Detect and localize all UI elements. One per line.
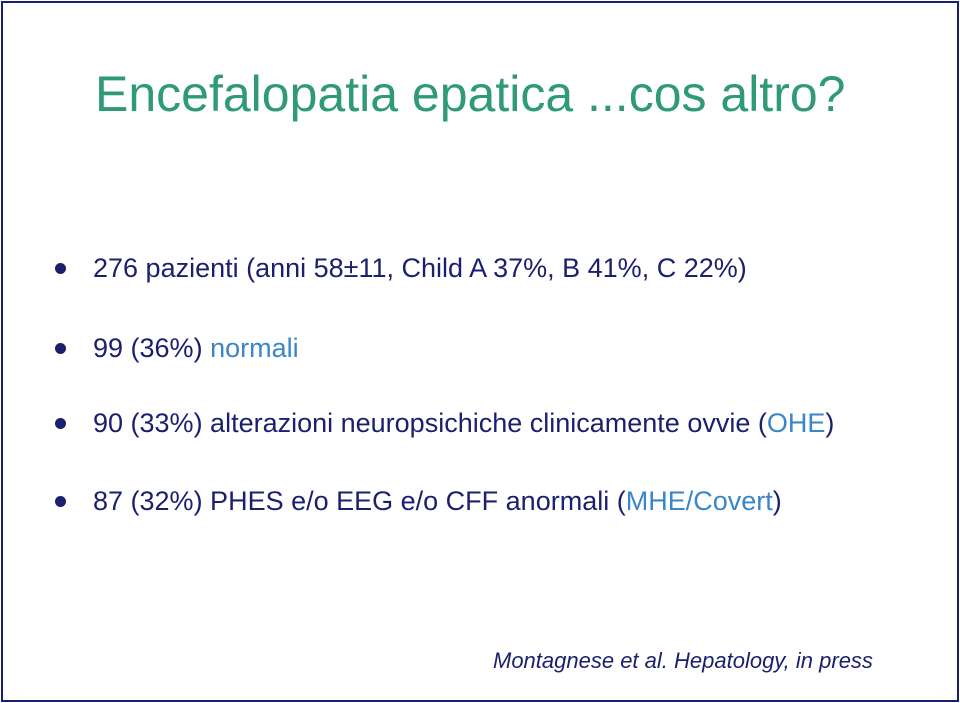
bullet-highlight: OHE (766, 408, 826, 438)
bullet-text (93, 328, 299, 368)
bullet-suffix: ) (772, 486, 782, 516)
bullet-text (93, 481, 782, 521)
citation: Montagnese et al. Hepatology, in press (493, 648, 873, 673)
bullet-highlight: normali (210, 333, 299, 363)
bullet-text-main: 99 (36%) (93, 333, 211, 363)
bullet-text-main: 90 (33%) alterazioni neuropsichiche clinicamente ovvie ( (93, 408, 767, 438)
bullet-text (93, 403, 834, 443)
bullet-dot-icon (55, 343, 66, 354)
bullet-suffix: ) (825, 408, 835, 438)
bullet-text-main: 87 (32%) PHES e/o EEG e/o CFF anormali ( (93, 486, 626, 516)
bullet-text (93, 248, 747, 288)
bullet-dot-icon (55, 263, 66, 274)
slide (1, 1, 959, 702)
bullet-dot-icon (55, 418, 66, 429)
slide-title: Encefalopatia epatica ...cos altro? (95, 66, 846, 122)
bullet-text-main: 276 pazienti (anni 58±11, Child A 37%, B 41%, C 22%) (93, 253, 747, 283)
bullet-dot-icon (55, 496, 66, 507)
bullet-highlight: MHE/Covert (625, 486, 773, 516)
